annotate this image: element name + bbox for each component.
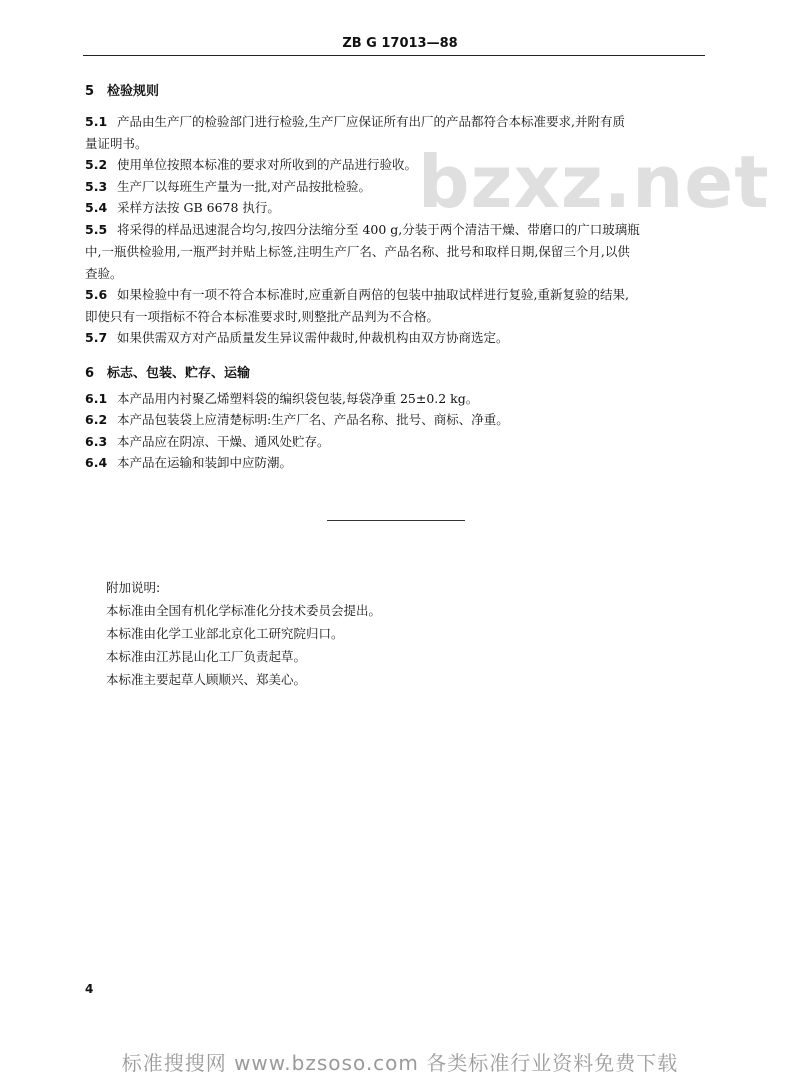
section-title: 检验规则: [107, 84, 160, 99]
clause-line: 使用单位按照本标准的要求对所收到的产品进行验收。: [117, 157, 418, 172]
footer-banner: 标准搜搜网 www.bzsoso.com 各类标准行业资料免费下载: [121, 1051, 679, 1075]
section-number: 6: [85, 366, 95, 381]
clause-line: 如果供需双方对产品质量发生异议需仲裁时,仲裁机构由双方协商选定。: [117, 330, 509, 345]
clause-number: 6.1: [85, 391, 108, 406]
clause-number: 5.5: [85, 222, 108, 237]
section-title: 标志、包装、贮存、运输: [107, 366, 251, 381]
appendix-line: 本标准主要起草人顾顺兴、郑美心。: [106, 672, 307, 687]
appendix-line: 本标准由江苏昆山化工厂负责起草。: [106, 649, 307, 664]
clause-5-2: [85, 154, 707, 176]
clause-line: 生产厂以每班生产量为一批,对产品按批检验。: [117, 179, 371, 194]
page-number: 4: [85, 982, 94, 996]
clause-number: 5.6: [85, 287, 108, 302]
clause-number: 5.7: [85, 330, 108, 345]
section-divider: [327, 520, 465, 521]
appendix-line: 本标准由全国有机化学标准化分技术委员会提出。: [106, 603, 382, 618]
clause-line: 采样方法按 GB 6678 执行。: [117, 200, 280, 215]
clause-line: 产品由生产厂的检验部门进行检验,生产厂应保证所有出厂的产品都符合本标准要求,并附有质: [117, 114, 625, 129]
clause-line: 如果检验中有一项不符合本标准时,应重新自两倍的包装中抽取试样进行复验,重新复验的结果,: [117, 287, 629, 302]
clause-line: 本产品包装袋上应清楚标明:生产厂名、产品名称、批号、商标、净重。: [117, 412, 509, 427]
clause-5-4: [85, 197, 707, 219]
clause-5-1: [85, 111, 707, 155]
clause-number: 5.2: [85, 157, 108, 172]
clause-line: 中,一瓶供检验用,一瓶严封并贴上标签,注明生产厂名、产品名称、批号和取样日期,保留三个月,以供: [85, 244, 630, 259]
clause-number: 6.2: [85, 412, 108, 427]
clause-line: 本产品应在阴凉、干燥、通风处贮存。: [117, 434, 330, 449]
clause-5-7: [85, 327, 707, 349]
clause-number: 5.1: [85, 114, 108, 129]
header-rule: [83, 55, 705, 56]
clause-number: 5.4: [85, 200, 108, 215]
clause-6-4: [85, 452, 707, 474]
appendix-notes: [106, 576, 381, 691]
appendix-line: 本标准由化学工业部北京化工研究院归口。: [106, 626, 344, 641]
watermark-text: bzxz.net: [418, 140, 770, 224]
clause-5-5: [85, 219, 707, 285]
clause-6-1: [85, 388, 707, 410]
clause-number: 6.3: [85, 434, 108, 449]
clause-number: 5.3: [85, 179, 108, 194]
document-header: ZB G 17013—88: [342, 36, 458, 51]
clause-line: 查验。: [85, 266, 123, 281]
clause-line: 本产品用内衬聚乙烯塑料袋的编织袋包装,每袋净重 25±0.2 kg。: [117, 391, 479, 406]
clause-line: 即使只有一项指标不符合本标准要求时,则整批产品判为不合格。: [85, 309, 439, 324]
clause-line: 将采得的样品迅速混合均匀,按四分法缩分至 400 g,分装于两个清洁干燥、带磨口的广口玻璃瓶: [117, 222, 640, 237]
section-6-heading: [85, 362, 250, 381]
clause-5-6: [85, 284, 707, 328]
clause-6-2: [85, 409, 707, 431]
clause-line: 量证明书。: [85, 136, 148, 151]
clause-5-3: [85, 176, 707, 198]
clause-line: 本产品在运输和装卸中应防潮。: [117, 455, 293, 470]
clause-number: 6.4: [85, 455, 108, 470]
section-number: 5: [85, 84, 95, 99]
section-5-heading: [85, 80, 159, 99]
appendix-title: 附加说明:: [106, 580, 161, 595]
clause-6-3: [85, 431, 707, 453]
